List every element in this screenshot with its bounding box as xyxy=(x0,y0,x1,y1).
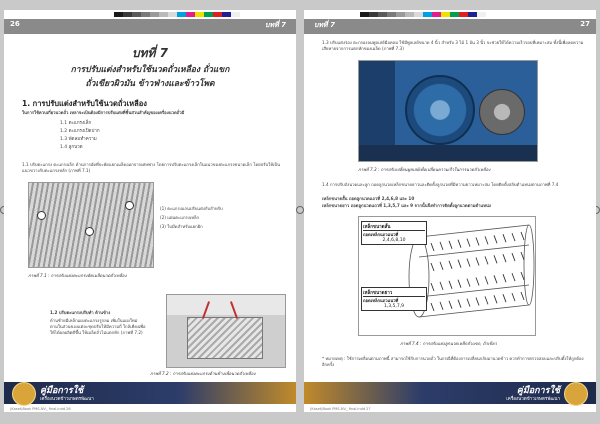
color-swatch xyxy=(213,12,222,17)
color-swatch xyxy=(414,12,423,17)
title-line-2: ถั่วเขียวผิวมัน ข้าวฟ่างและข้าวโพด xyxy=(85,79,215,89)
photo-label-list xyxy=(160,206,290,230)
section-heading: 1. การปรับแต่งสำหรับใช้นวดถั่วเหลือง xyxy=(22,99,147,108)
note-text: * หมายเหตุ : ใช้การเคลื่อนตามภาพนี้ สามารถใช้กับการนวดถั่ว ในกรณีที่ต้องการเปลี่ยนกลับมานวดข้าว ควรทำการตรวจสอบและปรับตั้งให้ถูกต้องอีกครั้ง xyxy=(322,356,584,367)
photo-sieve-adjustment xyxy=(28,182,154,268)
list-item: 1.3 พัดลมทำความ xyxy=(60,137,97,142)
chapter-label: บทที่ 7 xyxy=(314,21,335,29)
color-swatch xyxy=(360,12,369,17)
color-bar xyxy=(114,12,240,17)
left-page xyxy=(4,10,296,412)
title-line-1: การปรับแต่งสำหรับใช้นวดถั่วเหลือง ถั่วแขก xyxy=(70,65,230,75)
print-slug: (Kaset)Book PMS-NV_ final.indd 27 xyxy=(310,407,371,411)
color-bar xyxy=(360,12,486,17)
label-short-title: เหล็กขนาดสั้น xyxy=(363,223,425,231)
caption-7-4: ภาพที่ 7.4 : การปรับแต่งลูกนวดเหล็กถั่วแขก, ถั่วเขียว xyxy=(400,341,497,346)
photo-label: (1) ตะแกรงแกนปรับแต่งกับสำหรับ xyxy=(160,206,223,211)
color-swatch xyxy=(168,12,177,17)
caption-7-3: ภาพที่ 7.3 : การปรับเปลี่ยนพูลเล่ย์เพื่อเปลี่ยนความเร็วในการนวดถั่วเหลือง xyxy=(358,167,491,172)
paragraph-1-3: 1.3 ปรับแต่งร่อง ตะกรองลมพูลเล่ย์มือคลม ใช้มีพูลเลย์ขนาด 4 นิ้ว สำหรับ 3 ไม้ 1 อัน 3 นิ้ว จะช่วยให้ได้ความเร็วรอบที่เหมาะสม ทั้งนี้เพื่อลดความเสียหายจากการแตกหักของเมล็ด (ภาพที่ 7.3) xyxy=(322,40,584,51)
registration-mark-icon xyxy=(296,206,304,214)
print-slug: (Kaset)Book PMS-NV_ final.indd 26 xyxy=(10,407,71,411)
color-swatch xyxy=(150,12,159,17)
color-swatch xyxy=(114,12,123,17)
color-swatch xyxy=(459,12,468,17)
label-short-rows: 2,4,6,8,10 xyxy=(382,238,406,243)
paragraph-1-1: 1.1 ปรับตะแกรง ตะแกรงเล็ก ด้านการอัดที่จะคัดแยกเมล็ดออกจากเศษฟาง โดยการปรับตะแกรงเล็กในแนวของตะแกรงขนาดเล็ก โดยปรับให้เป็นแนวขวางกับตะแกรงหลัก (ภาพที่ 7.1) xyxy=(22,162,280,173)
label-long-title: เหล็กขนาดยาว xyxy=(363,289,425,297)
right-page xyxy=(304,10,596,412)
footer-subtitle: เครื่องนวดข้าวเกษตรพัฒนา xyxy=(40,397,94,402)
paragraph-1-2-heading: 1.2 ปรับตะแกรงปรับทำ ด้านข้าง xyxy=(50,310,111,315)
color-swatch xyxy=(123,12,132,17)
label-long-rows: 1,3,5,7,9 xyxy=(383,304,405,309)
footer-title: คู่มือการใช้ xyxy=(40,386,84,396)
color-swatch xyxy=(477,12,486,17)
color-swatch xyxy=(387,12,396,17)
color-swatch xyxy=(378,12,387,17)
photo-pulley xyxy=(358,60,538,162)
label-short-rods xyxy=(361,221,427,245)
label-long-sub: ถอดเหล็กแถวแนวที่ xyxy=(363,298,399,303)
color-swatch xyxy=(396,12,405,17)
color-swatch xyxy=(132,12,141,17)
paragraph-1-4: 1.4 การปรับถังนวดและลูก ถอดลูกนวดเหล็กขนาดยาวและติดตั้งลูกนวดที่มีความยาวเหมาะสม โดยติดตั้งสลับตำแหน่งตามภาพที่ 7.4 xyxy=(322,182,559,187)
label-long-rods xyxy=(361,287,427,311)
color-swatch xyxy=(468,12,477,17)
page-number: 27 xyxy=(580,20,590,28)
label-short-sub: ถอดเหล็กแถวแนวที่ xyxy=(363,232,399,237)
color-swatch xyxy=(441,12,450,17)
chapter-label: บทที่ 7 xyxy=(265,21,286,29)
list-item: 1.4 ลูกนวด xyxy=(60,145,83,150)
rod-long-line: เหล็กขนาดยาว ถอดลูกนวดแถวที่ 1,3,5,7 และ 9 จากนั้นจึงทำการติดตั้งลูกนวดตามตำแหน่ง xyxy=(322,203,491,208)
color-swatch xyxy=(423,12,432,17)
color-swatch xyxy=(450,12,459,17)
color-swatch xyxy=(231,12,240,17)
parts-list xyxy=(60,120,100,152)
color-swatch xyxy=(186,12,195,17)
color-swatch xyxy=(369,12,378,17)
color-swatch xyxy=(204,12,213,17)
photo-side-sieve xyxy=(166,294,286,368)
color-swatch xyxy=(177,12,186,17)
diagram-threshing-drum xyxy=(358,216,536,336)
list-item: 1.1 ตะแกรงเล็ก xyxy=(60,121,92,126)
rod-short-line: เหล็กขนาดสั้น ถอดลูกนวดแถวที่ 2,4,6,8 และ 10 xyxy=(322,196,415,201)
header-band xyxy=(4,19,296,34)
color-swatch xyxy=(405,12,414,17)
footer-subtitle: เครื่องนวดข้าวเกษตรพัฒนา xyxy=(506,397,560,402)
emblem-icon xyxy=(12,382,36,406)
list-item: 1.2 ตะแกรงเปิดปาก xyxy=(60,129,100,134)
photo-label: (3) ใบมีดสำหรับแยกฝัก xyxy=(160,224,203,229)
color-swatch xyxy=(159,12,168,17)
caption-7-2: ภาพที่ 7.2 : การปรับแต่งตะแกรงด้านข้างเพื่อนวดถั่วเหลือง xyxy=(150,371,256,376)
caption-7-1: ภาพที่ 7.1 : การปรับแต่งตะแกรงคัดเมล็ดนวดถั่วเหลือง xyxy=(28,273,127,278)
header-band xyxy=(304,19,596,34)
paragraph-1-2: ด้านซ้ายมีเหล็กแผงตะแกรงรูกลม เพิ่มในแผงใหม่ ตามในส่วนของแต่ละชุดปรับให้มีความถี่ ใกล้เคียงเพื่อให้ได้ผลผลิตดีขึ้น ให้เมล็ดถั่วไม่แตกหัก (ภาพที่ 7.2) xyxy=(50,318,146,335)
page-number: 26 xyxy=(10,20,20,28)
color-swatch xyxy=(195,12,204,17)
intro-text: ในการใช้ควบเกี่ยวนวดถั่ว เหลาจะเป็นต้องมีการปรับแต่งที่ชิ้นส่วนสำคัญของเครื่องนวดถั่วมี xyxy=(22,110,185,115)
photo-label: (2) แผ่นตะแกรงเหล็ก xyxy=(160,215,200,220)
color-swatch xyxy=(222,12,231,17)
emblem-icon xyxy=(564,382,588,406)
chapter-title: บทที่ 7 xyxy=(132,46,168,60)
footer-title: คู่มือการใช้ xyxy=(516,386,560,396)
color-swatch xyxy=(141,12,150,17)
color-swatch xyxy=(432,12,441,17)
